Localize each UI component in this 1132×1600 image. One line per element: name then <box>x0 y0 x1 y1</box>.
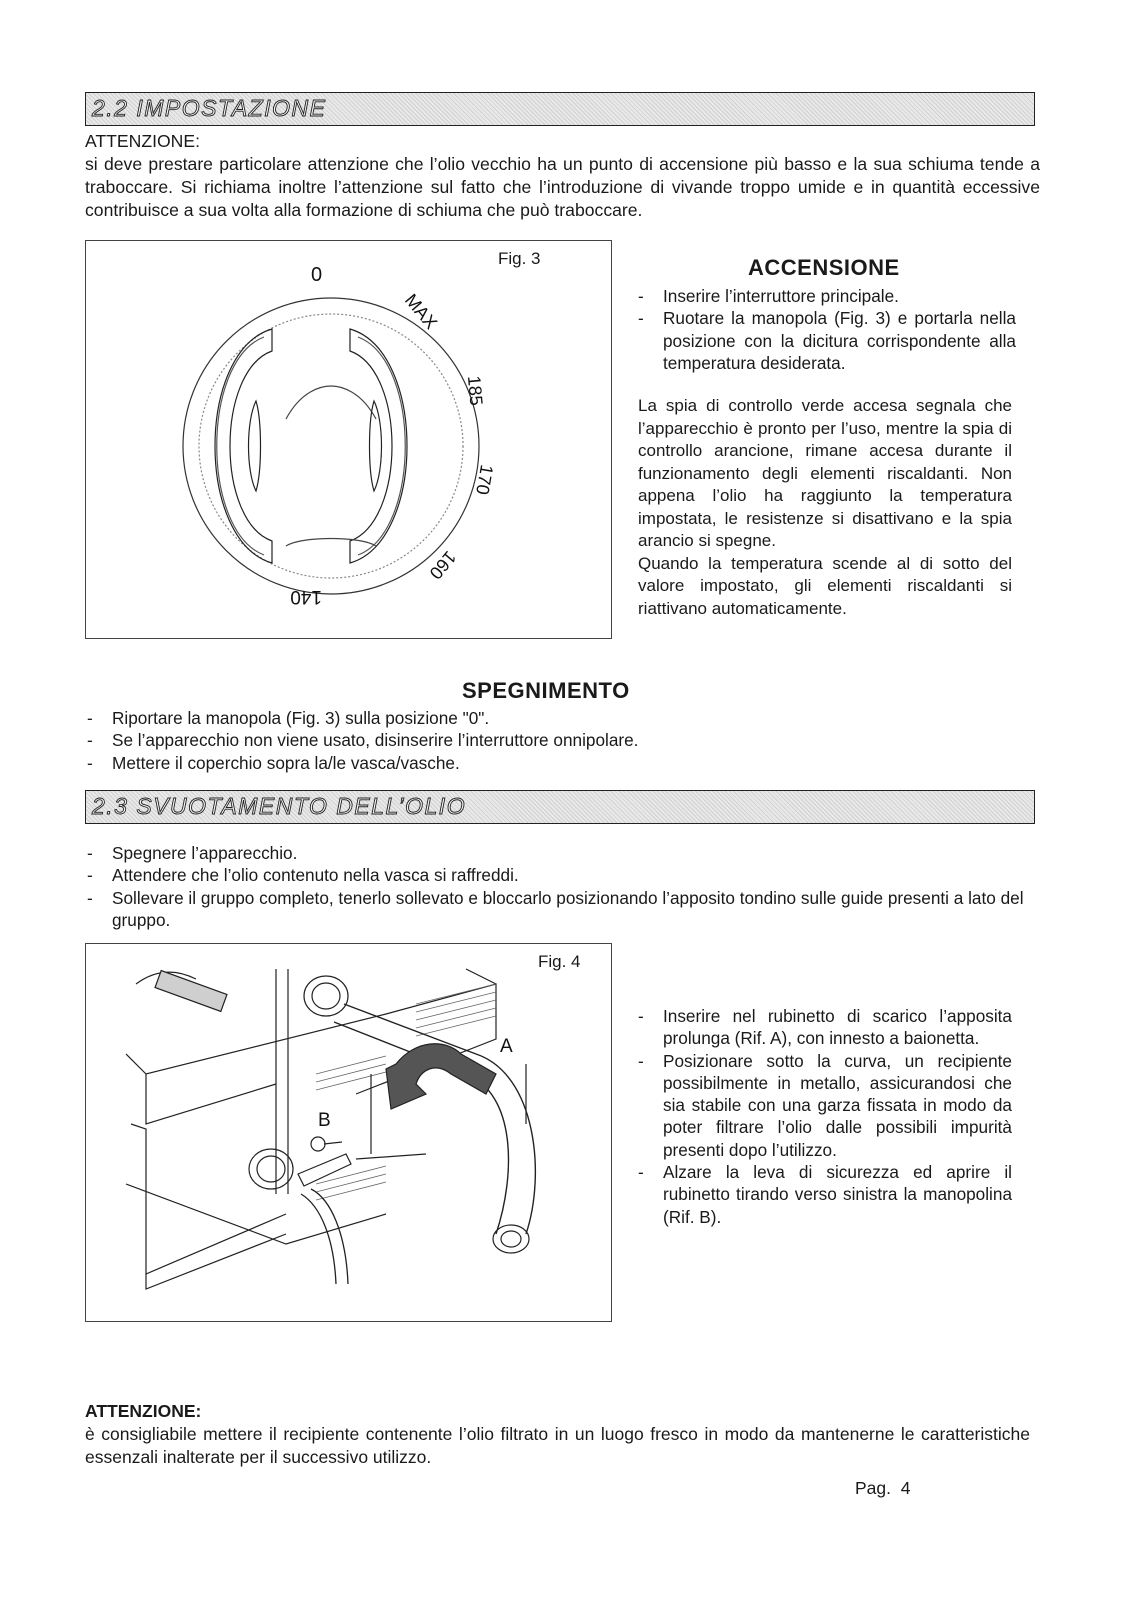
accensione-paragraph-1: La spia di controllo verde accesa segnala che l’apparecchio è pronto per l’uso, mentre la spia di controllo arancione, rimane accesa durante il funzionamento degli elementi riscaldanti. Non appena l’olio ha raggiunto la temperatura impostata, le resistenze si disattivano e la spia arancio si spegne. <box>638 396 1012 550</box>
attention-block <box>85 130 1040 222</box>
list-item: - Ruotare la manopola (Fig. 3) e portarla nella posizione con la dicitura corrispondente alla temperatura desiderata. <box>636 307 1016 374</box>
spegnimento-heading: SPEGNIMENTO <box>462 678 630 703</box>
section-header-2-2 <box>85 92 1035 126</box>
figure-3 <box>85 240 612 639</box>
ref-b-label: B <box>318 1110 331 1131</box>
list-item: - Mettere il coperchio sopra la/le vasca/vasche. <box>85 752 1035 774</box>
tap-body <box>249 1149 293 1189</box>
list-item: - Spegnere l’apparecchio. <box>85 842 1040 864</box>
dial-mark-140: 140 <box>290 586 322 607</box>
figure-4 <box>85 943 612 1322</box>
knob-illustration <box>86 241 611 638</box>
list-item: - Se l’apparecchio non viene usato, disinserire l’interruttore onnipolare. <box>85 729 1035 751</box>
figure-label: Fig. 4 <box>538 952 581 971</box>
list-item: - Inserire nel rubinetto di scarico l’apposita prolunga (Rif. A), con innesto a baionetta. <box>636 1005 1012 1050</box>
accensione-list <box>636 285 1016 374</box>
list-item: - Sollevare il gruppo completo, tenerlo sollevato e bloccarlo posizionando l’apposito tondino sulle guide presenti a lato del gruppo. <box>85 887 1040 932</box>
accensione-text <box>638 395 1012 620</box>
ref-a-label: A <box>500 1036 513 1057</box>
pipe-outlet <box>493 1225 529 1253</box>
list-item: - Attendere che l’olio contenuto nella vasca si raffreddi. <box>85 864 1040 886</box>
dial-mark-160: 160 <box>425 547 461 584</box>
spegnimento-list <box>85 707 1035 774</box>
final-attention-text: è consigliabile mettere il recipiente contenente l’olio filtrato in un luogo fresco in modo da mantenerne le caratteristiche essenzali inalterate per il successivo utilizzo. <box>85 1424 1030 1467</box>
list-item: - Alzare la leva di sicurezza ed aprire il rubinetto tirando verso sinistra la manopolina (Rif. B). <box>636 1161 1012 1228</box>
knob-grip-right <box>350 329 407 563</box>
attention-label: ATTENZIONE: <box>85 131 201 151</box>
pipe-inlet <box>304 976 348 1016</box>
accensione-heading: ACCENSIONE <box>748 255 900 280</box>
dial-mark-max: MAX <box>400 290 442 333</box>
tap-spout <box>311 1189 348 1284</box>
tap-handle <box>311 1137 325 1151</box>
knob-outer-ring <box>183 298 479 594</box>
knob-slot-left <box>249 401 261 491</box>
knob-grip-left <box>215 329 272 563</box>
section-header-2-3 <box>85 790 1035 824</box>
dial-mark-185: 185 <box>463 374 487 407</box>
final-attention-label: ATTENZIONE: <box>85 1401 202 1421</box>
knob-slot-right <box>370 401 382 491</box>
drain-illustration <box>86 944 611 1321</box>
final-attention-block <box>85 1400 1030 1469</box>
dial-mark-170: 170 <box>472 463 498 497</box>
dial-mark-0: 0 <box>311 264 323 286</box>
accensione-paragraph-2: Quando la temperatura scende al di sotto del valore impostato, gli elementi riscaldanti si riattivano automaticamente. <box>638 553 1012 618</box>
section-title: 2.3 SVUOTAMENTO DELL’OLIO <box>92 793 467 819</box>
attention-text: si deve prestare particolare attenzione che l’olio vecchio ha un punto di accensione più basso e la sua schiuma tende a traboccare. Si richiama inoltre l’attenzione sul fatto che l’introduzione di vivande troppo umide e in quantità eccessive contribuisce a sua volta alla formazione di schiuma che può traboccare. <box>85 154 1040 220</box>
list-item: - Riportare la manopola (Fig. 3) sulla posizione "0". <box>85 707 1035 729</box>
drain-steps-list <box>636 1005 1012 1228</box>
arrow-icon <box>386 1044 496 1109</box>
section-title: 2.2 IMPOSTAZIONE <box>92 95 327 121</box>
list-item: - Inserire l’interruttore principale. <box>636 285 1016 307</box>
svuotamento-list <box>85 842 1040 931</box>
figure-label: Fig. 3 <box>498 249 541 268</box>
list-item: - Posizionare sotto la curva, un recipiente possibilmente in metallo, assicurandosi che sia stabile con una garza fissata in modo da poter filtrare l’olio dalle possibili impurità presenti dopo l’utilizzo. <box>636 1050 1012 1161</box>
page-number: Pag. 4 <box>855 1478 911 1498</box>
